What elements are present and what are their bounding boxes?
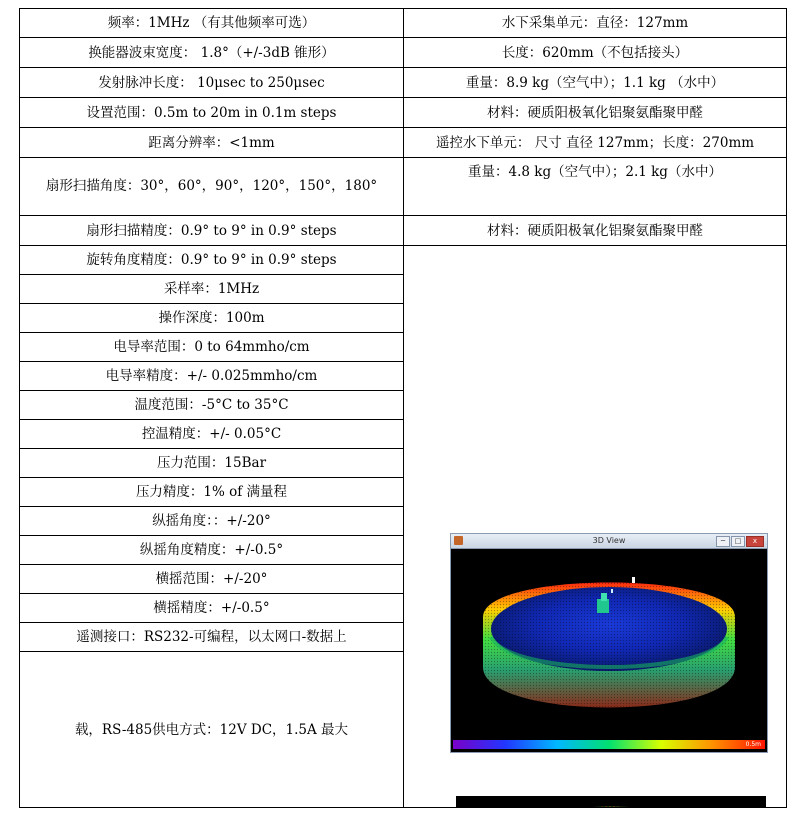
spec-left-cell: 载，RS-485供电方式：12V DC，1.5A 最大	[20, 652, 404, 808]
spec-table	[19, 8, 787, 808]
spec-left-cell: 纵摇角度精度：+/-0.5°	[20, 536, 404, 565]
spec-left-cell: 电导率精度：+/- 0.025mmho/cm	[20, 362, 404, 391]
color-scale-bar	[453, 740, 765, 749]
spec-row	[20, 246, 787, 275]
spec-left-cell: 纵摇角度：：+/-20°	[20, 507, 404, 536]
spec-right-cell: 材料：硬质阳极氧化铝聚氨酯聚甲醛	[404, 98, 787, 128]
spec-row	[20, 216, 787, 246]
close-button[interactable]: x	[746, 536, 764, 547]
spec-left-cell: 采样率：1MHz	[20, 275, 404, 304]
spec-left-cell: 温度范围：-5°C to 35°C	[20, 391, 404, 420]
spec-right-cell: 水下采集单元：直径：127mm	[404, 9, 787, 38]
maximize-button[interactable]: □	[731, 536, 745, 547]
spec-right-cell: 长度：620mm（不包括接头）	[404, 38, 787, 68]
spec-left-cell: 换能器波束宽度： 1.8°（+/-3dB 锥形）	[20, 38, 404, 68]
spec-left-cell: 频率：1MHz （有其他频率可选）	[20, 9, 404, 38]
spec-left-cell: 操作深度：100m	[20, 304, 404, 333]
spec-left-cell: 压力精度：1% of 满量程	[20, 478, 404, 507]
spec-row	[20, 68, 787, 98]
spec-right-cell: 重量：4.8 kg（空气中）；2.1 kg（水中）	[404, 158, 787, 216]
spec-left-cell: 控温精度：+/- 0.05°C	[20, 420, 404, 449]
spec-left-cell: 扇形扫描精度：0.9° to 9° in 0.9° steps	[20, 216, 404, 246]
color-scale-label: 0.5m	[745, 740, 761, 748]
spec-left-cell: 遥测接口：RS232-可编程，以太网口-数据上	[20, 623, 404, 652]
spec-left-cell: 距离分辨率：<1mm	[20, 128, 404, 158]
sonar-scan-render	[456, 796, 766, 808]
spec-left-cell: 横摇范围：+/-20°	[20, 565, 404, 594]
spec-left-cell: 扇形扫描角度：30°，60°，90°，120°，150°，180°	[20, 158, 404, 216]
spec-row	[20, 98, 787, 128]
spec-sheet	[19, 8, 786, 814]
image-panel	[404, 246, 787, 808]
sonar-scan-image	[456, 796, 766, 808]
spec-row	[20, 9, 787, 38]
spec-left-cell: 设置范围：0.5m to 20m in 0.1m steps	[20, 98, 404, 128]
spec-row	[20, 38, 787, 68]
spec-left-cell: 压力范围：15Bar	[20, 449, 404, 478]
spec-left-cell: 旋转角度精度：0.9° to 9° in 0.9° steps	[20, 246, 404, 275]
spec-row	[20, 128, 787, 158]
spec-right-cell: 重量：8.9 kg（空气中）；1.1 kg （水中）	[404, 68, 787, 98]
window-titlebar	[451, 534, 767, 549]
minimize-button[interactable]: ─	[716, 536, 730, 547]
spec-left-cell: 发射脉冲长度： 10μsec to 250μsec	[20, 68, 404, 98]
window-title: 3D View	[592, 535, 626, 545]
spec-right-cell: 遥控水下单元： 尺寸 直径 127mm；长度：270mm	[404, 128, 787, 158]
3d-scan-render	[451, 549, 767, 739]
spec-left-cell: 电导率范围：0 to 64mmho/cm	[20, 333, 404, 362]
spec-right-cell: 材料：硬质阳极氧化铝聚氨酯聚甲醛	[404, 216, 787, 246]
spec-left-cell: 横摇精度：+/-0.5°	[20, 594, 404, 623]
spec-row	[20, 158, 787, 216]
3d-view-window	[450, 533, 768, 753]
